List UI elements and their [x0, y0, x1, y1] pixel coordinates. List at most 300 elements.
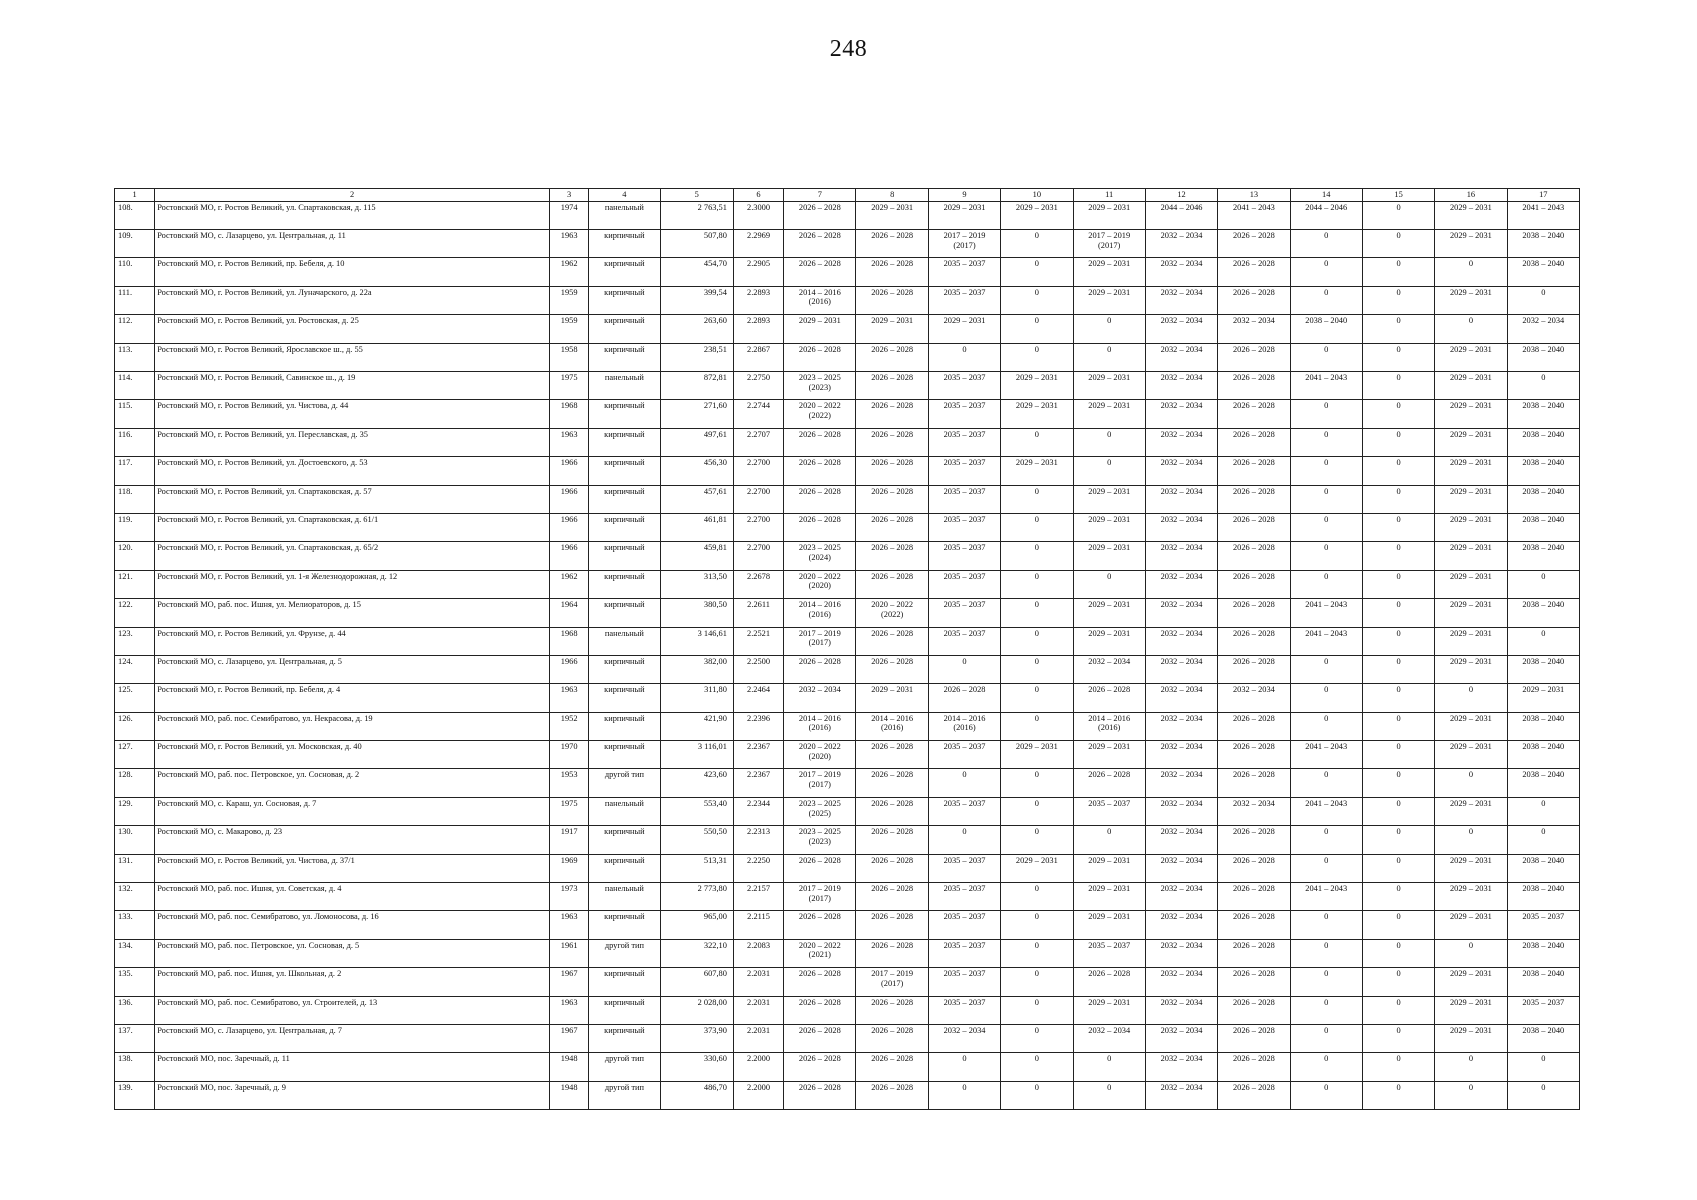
cell-period-col-17: 2035 – 2037	[1507, 996, 1579, 1024]
cell-wall-material: кирпичный	[589, 684, 660, 712]
cell-address: Ростовский МО, г. Ростов Великий, ул. Ростовская, д. 25	[155, 315, 550, 343]
cell-period-col-11: 2029 – 2031	[1073, 258, 1145, 286]
cell-row-number: 132.	[115, 883, 155, 911]
cell-period-col-9: 2026 – 2028	[928, 684, 1000, 712]
cell-row-number: 127.	[115, 741, 155, 769]
cell-period-col-10: 2029 – 2031	[1001, 457, 1073, 485]
cell-period-col-7: 2023 – 2025 (2025)	[784, 797, 856, 825]
column-header-5: 5	[660, 189, 733, 202]
cell-period-col-12: 2032 – 2034	[1145, 599, 1217, 627]
cell-period-col-10: 0	[1001, 968, 1073, 996]
cell-year-built: 1966	[550, 513, 589, 541]
cell-period-col-8: 2026 – 2028	[856, 286, 928, 314]
cell-period-col-11: 2017 – 2019 (2017)	[1073, 230, 1145, 258]
cell-period-col-11: 2029 – 2031	[1073, 513, 1145, 541]
cell-period-col-17: 2038 – 2040	[1507, 712, 1579, 740]
table-row	[115, 1024, 1580, 1052]
cell-period-col-12: 2032 – 2034	[1145, 712, 1217, 740]
cell-period-col-11: 2026 – 2028	[1073, 769, 1145, 797]
cell-period-col-13: 2026 – 2028	[1218, 457, 1290, 485]
cell-period-col-16: 0	[1435, 939, 1507, 967]
cell-period-col-17: 0	[1507, 1081, 1579, 1109]
cell-period-col-10: 0	[1001, 286, 1073, 314]
cell-period-col-8: 2026 – 2028	[856, 939, 928, 967]
cell-period-col-13: 2026 – 2028	[1218, 741, 1290, 769]
cell-address: Ростовский МО, с. Лазарцево, ул. Центральная, д. 11	[155, 230, 550, 258]
cell-period-col-12: 2032 – 2034	[1145, 883, 1217, 911]
cell-year-built: 1963	[550, 428, 589, 456]
cell-year-built: 1962	[550, 570, 589, 598]
cell-period-col-10: 0	[1001, 315, 1073, 343]
cell-period-col-17: 2038 – 2040	[1507, 457, 1579, 485]
cell-address: Ростовский МО, пос. Заречный, д. 9	[155, 1081, 550, 1109]
cell-wall-material: другой тип	[589, 939, 660, 967]
cell-total-area: 459,81	[660, 542, 733, 570]
cell-total-area: 513,31	[660, 854, 733, 882]
table-row	[115, 258, 1580, 286]
cell-priority-index: 2.2867	[733, 343, 783, 371]
cell-period-col-9: 2035 – 2037	[928, 286, 1000, 314]
table-row	[115, 513, 1580, 541]
cell-total-area: 423,60	[660, 769, 733, 797]
cell-period-col-13: 2026 – 2028	[1218, 286, 1290, 314]
cell-priority-index: 2.2250	[733, 854, 783, 882]
cell-priority-index: 2.2893	[733, 315, 783, 343]
cell-address: Ростовский МО, г. Ростов Великий, ул. Достоевского, д. 53	[155, 457, 550, 485]
cell-period-col-7: 2026 – 2028	[784, 485, 856, 513]
cell-wall-material: панельный	[589, 883, 660, 911]
column-header-3: 3	[550, 189, 589, 202]
cell-period-col-11: 0	[1073, 826, 1145, 854]
cell-address: Ростовский МО, раб. пос. Ишня, ул. Советская, д. 4	[155, 883, 550, 911]
cell-period-col-13: 2026 – 2028	[1218, 655, 1290, 683]
cell-total-area: 271,60	[660, 400, 733, 428]
cell-period-col-16: 2029 – 2031	[1435, 854, 1507, 882]
cell-priority-index: 2.2500	[733, 655, 783, 683]
cell-period-col-8: 2026 – 2028	[856, 1024, 928, 1052]
cell-year-built: 1970	[550, 741, 589, 769]
column-header-13: 13	[1218, 189, 1290, 202]
cell-period-col-15: 0	[1362, 883, 1434, 911]
table-row	[115, 826, 1580, 854]
cell-period-col-12: 2032 – 2034	[1145, 741, 1217, 769]
cell-period-col-14: 0	[1290, 570, 1362, 598]
cell-period-col-9: 2035 – 2037	[928, 513, 1000, 541]
cell-period-col-13: 2026 – 2028	[1218, 599, 1290, 627]
cell-year-built: 1968	[550, 400, 589, 428]
cell-period-col-10: 0	[1001, 712, 1073, 740]
cell-period-col-8: 2026 – 2028	[856, 513, 928, 541]
cell-period-col-8: 2026 – 2028	[856, 1053, 928, 1081]
column-header-10: 10	[1001, 189, 1073, 202]
cell-period-col-7: 2026 – 2028	[784, 1081, 856, 1109]
cell-total-area: 399,54	[660, 286, 733, 314]
cell-period-col-16: 2029 – 2031	[1435, 797, 1507, 825]
cell-period-col-17: 0	[1507, 1053, 1579, 1081]
table-row	[115, 542, 1580, 570]
column-header-15: 15	[1362, 189, 1434, 202]
cell-year-built: 1975	[550, 372, 589, 400]
cell-period-col-10: 0	[1001, 570, 1073, 598]
cell-period-col-8: 2026 – 2028	[856, 741, 928, 769]
cell-period-col-17: 2038 – 2040	[1507, 513, 1579, 541]
cell-row-number: 125.	[115, 684, 155, 712]
table-row	[115, 1053, 1580, 1081]
cell-total-area: 380,50	[660, 599, 733, 627]
cell-period-col-11: 2029 – 2031	[1073, 542, 1145, 570]
cell-row-number: 135.	[115, 968, 155, 996]
cell-period-col-9: 2035 – 2037	[928, 996, 1000, 1024]
cell-row-number: 121.	[115, 570, 155, 598]
cell-row-number: 120.	[115, 542, 155, 570]
cell-period-col-12: 2032 – 2034	[1145, 513, 1217, 541]
cell-period-col-14: 0	[1290, 343, 1362, 371]
cell-wall-material: кирпичный	[589, 570, 660, 598]
cell-period-col-11: 2029 – 2031	[1073, 400, 1145, 428]
cell-period-col-12: 2032 – 2034	[1145, 797, 1217, 825]
cell-period-col-12: 2032 – 2034	[1145, 230, 1217, 258]
cell-period-col-8: 2014 – 2016 (2016)	[856, 712, 928, 740]
cell-period-col-14: 0	[1290, 428, 1362, 456]
cell-year-built: 1975	[550, 797, 589, 825]
cell-period-col-9: 0	[928, 1081, 1000, 1109]
cell-period-col-13: 2026 – 2028	[1218, 968, 1290, 996]
cell-row-number: 118.	[115, 485, 155, 513]
cell-period-col-14: 0	[1290, 542, 1362, 570]
cell-row-number: 116.	[115, 428, 155, 456]
cell-period-col-10: 2029 – 2031	[1001, 741, 1073, 769]
cell-year-built: 1953	[550, 769, 589, 797]
cell-period-col-15: 0	[1362, 741, 1434, 769]
cell-period-col-14: 0	[1290, 1024, 1362, 1052]
cell-period-col-11: 2032 – 2034	[1073, 655, 1145, 683]
cell-address: Ростовский МО, раб. пос. Семибратово, ул. Строителей, д. 13	[155, 996, 550, 1024]
cell-period-col-17: 2035 – 2037	[1507, 911, 1579, 939]
cell-address: Ростовский МО, г. Ростов Великий, пр. Бебеля, д. 10	[155, 258, 550, 286]
cell-period-col-16: 2029 – 2031	[1435, 230, 1507, 258]
cell-period-col-7: 2014 – 2016 (2016)	[784, 286, 856, 314]
column-header-17: 17	[1507, 189, 1579, 202]
cell-period-col-14: 0	[1290, 684, 1362, 712]
cell-period-col-9: 2035 – 2037	[928, 797, 1000, 825]
column-header-12: 12	[1145, 189, 1217, 202]
cell-period-col-16: 0	[1435, 769, 1507, 797]
cell-period-col-17: 2038 – 2040	[1507, 883, 1579, 911]
table-row	[115, 712, 1580, 740]
cell-period-col-11: 2029 – 2031	[1073, 741, 1145, 769]
cell-period-col-15: 0	[1362, 230, 1434, 258]
cell-period-col-13: 2032 – 2034	[1218, 797, 1290, 825]
cell-period-col-13: 2026 – 2028	[1218, 343, 1290, 371]
cell-address: Ростовский МО, г. Ростов Великий, ул. Спартаковская, д. 65/2	[155, 542, 550, 570]
cell-year-built: 1959	[550, 315, 589, 343]
cell-wall-material: кирпичный	[589, 428, 660, 456]
cell-period-col-13: 2026 – 2028	[1218, 570, 1290, 598]
cell-address: Ростовский МО, г. Ростов Великий, ул. Переславская, д. 35	[155, 428, 550, 456]
cell-address: Ростовский МО, пос. Заречный, д. 11	[155, 1053, 550, 1081]
cell-year-built: 1917	[550, 826, 589, 854]
cell-year-built: 1958	[550, 343, 589, 371]
cell-year-built: 1948	[550, 1053, 589, 1081]
cell-period-col-11: 2032 – 2034	[1073, 1024, 1145, 1052]
cell-period-col-16: 0	[1435, 1053, 1507, 1081]
cell-period-col-14: 0	[1290, 513, 1362, 541]
cell-total-area: 456,30	[660, 457, 733, 485]
cell-period-col-7: 2017 – 2019 (2017)	[784, 883, 856, 911]
cell-period-col-12: 2032 – 2034	[1145, 854, 1217, 882]
cell-wall-material: кирпичный	[589, 655, 660, 683]
cell-address: Ростовский МО, раб. пос. Ишня, ул. Мелиораторов, д. 15	[155, 599, 550, 627]
page-number: 248	[829, 36, 868, 62]
cell-period-col-7: 2014 – 2016 (2016)	[784, 599, 856, 627]
cell-row-number: 133.	[115, 911, 155, 939]
cell-period-col-9: 2014 – 2016 (2016)	[928, 712, 1000, 740]
cell-period-col-11: 2029 – 2031	[1073, 201, 1145, 229]
cell-year-built: 1966	[550, 485, 589, 513]
cell-period-col-14: 0	[1290, 1081, 1362, 1109]
cell-period-col-10: 0	[1001, 826, 1073, 854]
cell-period-col-14: 0	[1290, 996, 1362, 1024]
cell-row-number: 112.	[115, 315, 155, 343]
cell-period-col-8: 2026 – 2028	[856, 911, 928, 939]
cell-address: Ростовский МО, с. Лазарцево, ул. Центральная, д. 5	[155, 655, 550, 683]
cell-period-col-8: 2029 – 2031	[856, 684, 928, 712]
cell-period-col-16: 2029 – 2031	[1435, 201, 1507, 229]
cell-address: Ростовский МО, раб. пос. Петровское, ул. Сосновая, д. 2	[155, 769, 550, 797]
cell-period-col-14: 2041 – 2043	[1290, 797, 1362, 825]
cell-period-col-15: 0	[1362, 457, 1434, 485]
cell-period-col-10: 0	[1001, 258, 1073, 286]
cell-period-col-8: 2026 – 2028	[856, 769, 928, 797]
cell-total-area: 2 763,51	[660, 201, 733, 229]
cell-period-col-7: 2023 – 2025 (2024)	[784, 542, 856, 570]
cell-period-col-16: 2029 – 2031	[1435, 655, 1507, 683]
cell-period-col-14: 2038 – 2040	[1290, 315, 1362, 343]
cell-total-area: 553,40	[660, 797, 733, 825]
cell-period-col-11: 2035 – 2037	[1073, 939, 1145, 967]
cell-period-col-11: 0	[1073, 428, 1145, 456]
cell-period-col-17: 2038 – 2040	[1507, 542, 1579, 570]
cell-period-col-16: 2029 – 2031	[1435, 627, 1507, 655]
cell-period-col-10: 0	[1001, 1053, 1073, 1081]
cell-period-col-17: 0	[1507, 286, 1579, 314]
cell-address: Ростовский МО, с. Макарово, д. 23	[155, 826, 550, 854]
cell-row-number: 110.	[115, 258, 155, 286]
cell-period-col-8: 2017 – 2019 (2017)	[856, 968, 928, 996]
cell-period-col-14: 2044 – 2046	[1290, 201, 1362, 229]
cell-period-col-8: 2026 – 2028	[856, 372, 928, 400]
cell-period-col-12: 2032 – 2034	[1145, 428, 1217, 456]
cell-total-area: 497,61	[660, 428, 733, 456]
cell-period-col-8: 2026 – 2028	[856, 1081, 928, 1109]
cell-period-col-8: 2026 – 2028	[856, 428, 928, 456]
cell-address: Ростовский МО, г. Ростов Великий, ул. Чистова, д. 37/1	[155, 854, 550, 882]
table-row	[115, 570, 1580, 598]
cell-period-col-10: 0	[1001, 627, 1073, 655]
cell-total-area: 3 116,01	[660, 741, 733, 769]
cell-address: Ростовский МО, г. Ростов Великий, ул. Луначарского, д. 22а	[155, 286, 550, 314]
cell-priority-index: 2.2750	[733, 372, 783, 400]
cell-period-col-9: 0	[928, 769, 1000, 797]
cell-period-col-11: 0	[1073, 343, 1145, 371]
cell-wall-material: панельный	[589, 797, 660, 825]
cell-total-area: 2 773,80	[660, 883, 733, 911]
cell-period-col-13: 2026 – 2028	[1218, 883, 1290, 911]
cell-wall-material: кирпичный	[589, 343, 660, 371]
cell-period-col-12: 2032 – 2034	[1145, 684, 1217, 712]
cell-period-col-17: 2038 – 2040	[1507, 939, 1579, 967]
cell-period-col-15: 0	[1362, 996, 1434, 1024]
cell-priority-index: 2.2000	[733, 1081, 783, 1109]
cell-period-col-12: 2032 – 2034	[1145, 343, 1217, 371]
cell-period-col-15: 0	[1362, 627, 1434, 655]
cell-period-col-15: 0	[1362, 684, 1434, 712]
cell-period-col-8: 2026 – 2028	[856, 343, 928, 371]
cell-period-col-14: 0	[1290, 400, 1362, 428]
cell-period-col-7: 2026 – 2028	[784, 854, 856, 882]
cell-wall-material: кирпичный	[589, 258, 660, 286]
cell-period-col-9: 2035 – 2037	[928, 372, 1000, 400]
cell-period-col-11: 2026 – 2028	[1073, 968, 1145, 996]
cell-total-area: 457,61	[660, 485, 733, 513]
column-header-11: 11	[1073, 189, 1145, 202]
cell-period-col-9: 2035 – 2037	[928, 428, 1000, 456]
cell-priority-index: 2.2700	[733, 457, 783, 485]
cell-priority-index: 2.2031	[733, 968, 783, 996]
column-header-8: 8	[856, 189, 928, 202]
cell-period-col-13: 2026 – 2028	[1218, 400, 1290, 428]
cell-period-col-17: 0	[1507, 372, 1579, 400]
cell-period-col-8: 2026 – 2028	[856, 542, 928, 570]
cell-period-col-16: 2029 – 2031	[1435, 400, 1507, 428]
cell-period-col-12: 2032 – 2034	[1145, 939, 1217, 967]
cell-period-col-12: 2032 – 2034	[1145, 1053, 1217, 1081]
cell-period-col-13: 2026 – 2028	[1218, 627, 1290, 655]
cell-period-col-8: 2026 – 2028	[856, 854, 928, 882]
cell-address: Ростовский МО, раб. пос. Петровское, ул. Сосновая, д. 5	[155, 939, 550, 967]
cell-period-col-15: 0	[1362, 968, 1434, 996]
cell-period-col-16: 2029 – 2031	[1435, 741, 1507, 769]
cell-total-area: 311,80	[660, 684, 733, 712]
cell-period-col-15: 0	[1362, 570, 1434, 598]
cell-wall-material: другой тип	[589, 769, 660, 797]
cell-period-col-15: 0	[1362, 542, 1434, 570]
cell-priority-index: 2.2313	[733, 826, 783, 854]
cell-period-col-7: 2026 – 2028	[784, 258, 856, 286]
cell-period-col-10: 0	[1001, 599, 1073, 627]
cell-period-col-17: 2038 – 2040	[1507, 428, 1579, 456]
cell-period-col-14: 2041 – 2043	[1290, 372, 1362, 400]
cell-period-col-15: 0	[1362, 485, 1434, 513]
cell-year-built: 1966	[550, 542, 589, 570]
cell-period-col-15: 0	[1362, 655, 1434, 683]
cell-period-col-12: 2032 – 2034	[1145, 485, 1217, 513]
cell-period-col-7: 2026 – 2028	[784, 1024, 856, 1052]
cell-priority-index: 2.2157	[733, 883, 783, 911]
cell-total-area: 872,81	[660, 372, 733, 400]
cell-row-number: 126.	[115, 712, 155, 740]
cell-wall-material: кирпичный	[589, 826, 660, 854]
cell-total-area: 382,00	[660, 655, 733, 683]
cell-period-col-15: 0	[1362, 911, 1434, 939]
cell-period-col-14: 0	[1290, 457, 1362, 485]
cell-period-col-16: 2029 – 2031	[1435, 286, 1507, 314]
cell-period-col-8: 2026 – 2028	[856, 485, 928, 513]
cell-period-col-8: 2026 – 2028	[856, 797, 928, 825]
cell-row-number: 138.	[115, 1053, 155, 1081]
cell-period-col-15: 0	[1362, 428, 1434, 456]
table-row	[115, 968, 1580, 996]
cell-period-col-12: 2032 – 2034	[1145, 400, 1217, 428]
table-row	[115, 372, 1580, 400]
cell-period-col-17: 2038 – 2040	[1507, 400, 1579, 428]
table-row	[115, 599, 1580, 627]
cell-address: Ростовский МО, раб. пос. Семибратово, ул. Некрасова, д. 19	[155, 712, 550, 740]
cell-period-col-14: 2041 – 2043	[1290, 599, 1362, 627]
cell-priority-index: 2.2744	[733, 400, 783, 428]
cell-period-col-15: 0	[1362, 826, 1434, 854]
cell-period-col-12: 2032 – 2034	[1145, 627, 1217, 655]
cell-period-col-14: 0	[1290, 485, 1362, 513]
cell-period-col-8: 2026 – 2028	[856, 457, 928, 485]
cell-period-col-16: 2029 – 2031	[1435, 513, 1507, 541]
cell-period-col-14: 2041 – 2043	[1290, 627, 1362, 655]
cell-total-area: 322,10	[660, 939, 733, 967]
cell-period-col-17: 2038 – 2040	[1507, 655, 1579, 683]
cell-row-number: 119.	[115, 513, 155, 541]
cell-year-built: 1948	[550, 1081, 589, 1109]
cell-period-col-12: 2032 – 2034	[1145, 457, 1217, 485]
cell-wall-material: другой тип	[589, 1053, 660, 1081]
cell-period-col-14: 0	[1290, 911, 1362, 939]
cell-period-col-14: 0	[1290, 968, 1362, 996]
cell-period-col-11: 2029 – 2031	[1073, 286, 1145, 314]
cell-wall-material: кирпичный	[589, 968, 660, 996]
cell-period-col-12: 2032 – 2034	[1145, 826, 1217, 854]
cell-row-number: 130.	[115, 826, 155, 854]
cell-total-area: 313,50	[660, 570, 733, 598]
cell-period-col-11: 2029 – 2031	[1073, 627, 1145, 655]
cell-period-col-13: 2026 – 2028	[1218, 712, 1290, 740]
cell-period-col-11: 2035 – 2037	[1073, 797, 1145, 825]
cell-period-col-17: 2032 – 2034	[1507, 315, 1579, 343]
cell-period-col-12: 2032 – 2034	[1145, 372, 1217, 400]
cell-period-col-11: 2029 – 2031	[1073, 883, 1145, 911]
cell-period-col-9: 2035 – 2037	[928, 542, 1000, 570]
column-header-9: 9	[928, 189, 1000, 202]
table-row	[115, 400, 1580, 428]
cell-period-col-15: 0	[1362, 372, 1434, 400]
cell-period-col-8: 2026 – 2028	[856, 883, 928, 911]
cell-address: Ростовский МО, раб. пос. Ишня, ул. Школьная, д. 2	[155, 968, 550, 996]
cell-period-col-9: 2035 – 2037	[928, 570, 1000, 598]
cell-row-number: 131.	[115, 854, 155, 882]
cell-priority-index: 2.2707	[733, 428, 783, 456]
cell-priority-index: 2.2700	[733, 485, 783, 513]
cell-period-col-9: 2035 – 2037	[928, 258, 1000, 286]
cell-period-col-9: 0	[928, 343, 1000, 371]
cell-row-number: 117.	[115, 457, 155, 485]
cell-period-col-16: 2029 – 2031	[1435, 428, 1507, 456]
cell-period-col-10: 0	[1001, 1081, 1073, 1109]
cell-wall-material: кирпичный	[589, 513, 660, 541]
cell-row-number: 115.	[115, 400, 155, 428]
cell-period-col-7: 2026 – 2028	[784, 343, 856, 371]
cell-period-col-17: 2041 – 2043	[1507, 201, 1579, 229]
cell-total-area: 238,51	[660, 343, 733, 371]
cell-period-col-14: 0	[1290, 769, 1362, 797]
column-header-16: 16	[1435, 189, 1507, 202]
